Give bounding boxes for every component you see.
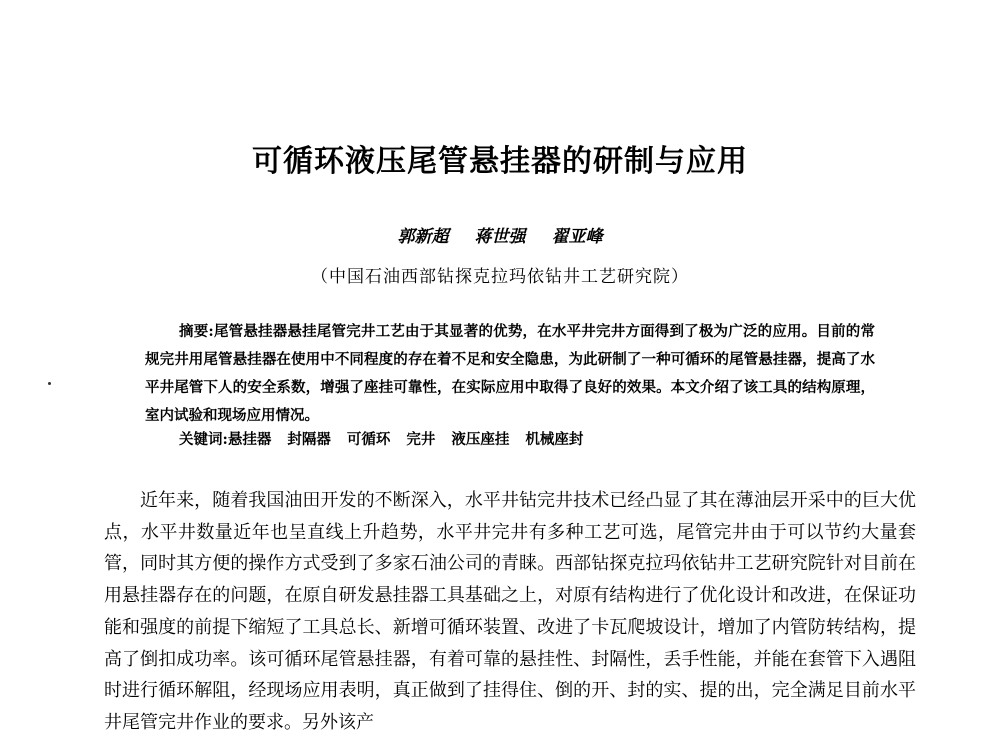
scan-speck [48, 382, 51, 385]
keyword: 可循环 [346, 431, 391, 448]
keyword: 封隔器 [287, 431, 331, 448]
author-name: 蒋世强 [474, 227, 526, 247]
keyword: 完井 [406, 431, 436, 448]
paper-title: 可循环液压尾管悬挂器的研制与应用 [252, 144, 748, 179]
abstract [145, 318, 875, 430]
author-name: 翟亚峰 [551, 227, 603, 247]
author-name: 郭新超 [397, 227, 449, 247]
author-list [0, 222, 1000, 247]
body-paragraph: 近年来，随着我国油田开发的不断深入，水平井钻完井技术已经凸显了其在薄油层开采中的巨大优点，水平井数量近年也呈直线上升趋势，水平井完井有多种工艺可选，尾管完井由于可以节约大量套管，同时其方便的操作方式受到了多家石油公司的青睐。西部钻探克拉玛依钻井工艺研究院针对目前在用悬挂器存在的问题，在原自研发悬挂器工具基础之上，对原有结构进行了优化设计和改进，在保证功能和强度的前提下缩短了工具总长、新增可循环装置、改进了卡瓦爬坡设计，增加了内管防转结构，提高了倒扣成功率。该可循环尾管悬挂器，有着可靠的悬挂性、封隔性，丢手性能，并能在套管下入遇阻时进行循环解阻，经现场应用表明，真正做到了挂得住、倒的开、封的实、提的出，完全满足目前水平井尾管完井作业的要求。另外该产 [104, 490, 916, 733]
keywords-label: 关键词: [179, 431, 228, 448]
keyword: 液压座挂 [451, 431, 510, 448]
abstract-label: 摘要: [179, 323, 214, 340]
keywords [179, 428, 879, 449]
keyword: 悬挂器 [227, 431, 272, 448]
abstract-text: 尾管悬挂器悬挂尾管完井工艺由于其显著的优势，在水平井完井方面得到了极为广泛的应用。目前的常规完井用尾管悬挂器在使用中不同程度的存在着不足和安全隐患，为此研制了一种可循环的尾管悬挂器，提高了水平井尾管下人的安全系数，增强了座挂可靠性，在实际应用中取得了良好的效果。本文介绍了该工具的结构原理，室内试验和现场应用情况。 [145, 323, 875, 424]
author-affiliation: （中国石油西部钻探克拉玛依钻井工艺研究院） [311, 267, 689, 287]
keyword: 机械座封 [525, 431, 584, 448]
